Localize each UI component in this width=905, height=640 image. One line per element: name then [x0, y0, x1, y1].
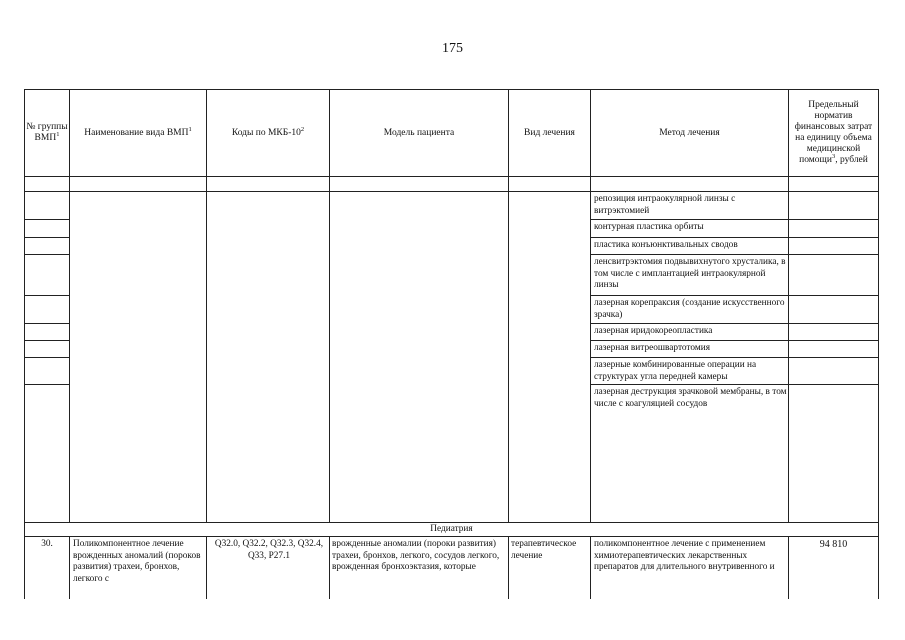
- vmp-table: [24, 89, 879, 599]
- table-line: [24, 176, 879, 177]
- method-cell: лазерная деструкция зрачковой мембраны, в том числе с коагуляцией сосудов: [594, 387, 787, 409]
- method-cell: репозиция интраокулярной линзы с витрэктомией: [594, 194, 736, 216]
- method-cell: ленсвитрэктомия подвывихнутого хрусталика, в том числе с имплантацией интраокулярной линзы: [594, 257, 786, 290]
- table-line: [24, 219, 69, 220]
- row-treatment-method: поликомпонентное лечение с применением химиотерапевтических лекарственных препаратов для длительного внутривенного и: [594, 539, 775, 572]
- page-number: 175: [442, 41, 463, 56]
- table-line: [24, 340, 69, 341]
- table-line: [24, 237, 69, 238]
- table-line: [329, 536, 330, 599]
- row-patient-model: врожденные аномалии (пороки развития) трахеи, бронхов, легкого, сосудов легкого, врожденная бронхоэктазия, которые: [332, 539, 500, 572]
- section-title: Педиатрия: [430, 524, 473, 534]
- row-cost: 94 810: [819, 539, 848, 550]
- table-line: [24, 295, 69, 296]
- row-icd-codes: Q32.0, Q32.2, Q32.3, Q32.4, Q33, P27.1: [214, 539, 324, 561]
- table-line: [24, 536, 879, 537]
- table-line: [508, 536, 509, 599]
- header-patient-model: Модель пациента: [383, 127, 455, 138]
- method-cell: пластика конъюнктивальных сводов: [594, 240, 738, 250]
- table-line: [24, 384, 69, 385]
- row-vmp-name: Поликомпонентное лечение врожденных аномалий (пороков развития) трахеи, бронхов, легкого с: [73, 539, 201, 584]
- table-line: [206, 536, 207, 599]
- header-treatment-type: Вид лечения: [524, 127, 575, 138]
- header-icd-codes: Коды по МКБ-$10^2$: [231, 125, 305, 138]
- method-cell: лазерная иридокореопластика: [594, 326, 713, 336]
- table-line: [24, 323, 69, 324]
- method-cell: контурная пластика орбиты: [594, 222, 704, 232]
- header-vmp-name: Наименование вида ВМП$^1$: [84, 125, 192, 138]
- method-cell: лазерная витреошвартотомия: [594, 343, 710, 353]
- method-cell: лазерная корепраксия (создание искусственного зрачка): [594, 298, 785, 320]
- table-line: [590, 536, 591, 599]
- row-number: 30.: [41, 539, 53, 549]
- header-group-number: № группы ВМП$^1$: [26, 122, 68, 143]
- method-cell: лазерные комбинированные операции на структурах угла передней камеры: [594, 360, 757, 382]
- table-line: [24, 357, 69, 358]
- header-treatment-method: Метод лечения: [659, 127, 720, 138]
- row-treatment-type: терапевтическое лечение: [511, 539, 577, 561]
- table-line: [69, 536, 70, 599]
- header-cost-norm: Предельный норматив финансовых затрат на единицу объема медицинской помощи$^3$, рублей: [794, 100, 873, 165]
- table-line: [24, 254, 69, 255]
